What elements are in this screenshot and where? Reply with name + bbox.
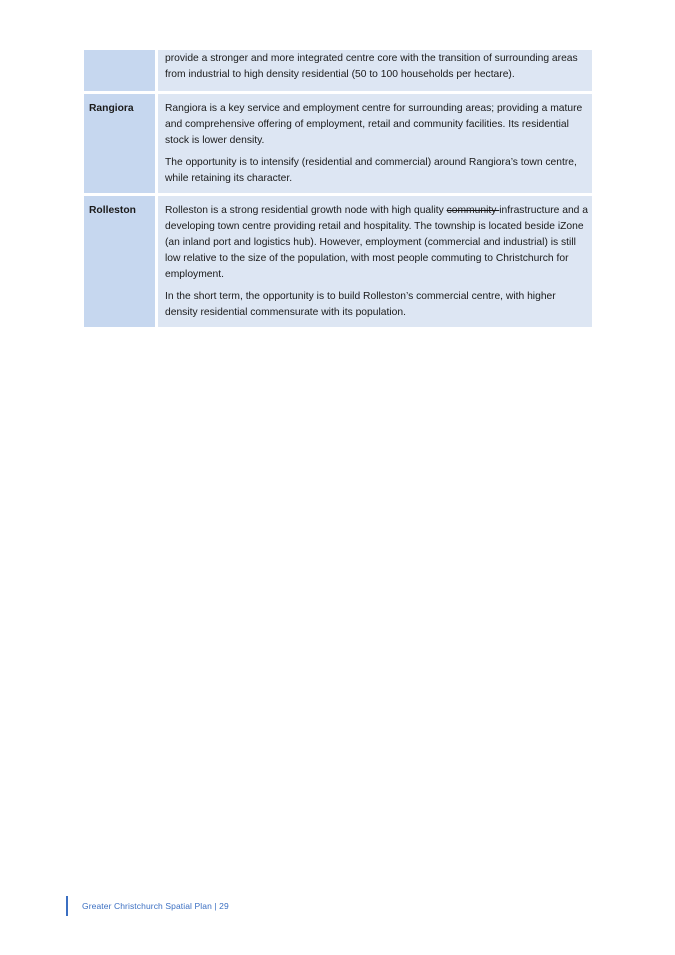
centre-name-cell [84,50,155,91]
table-row [84,196,592,330]
description-paragraph: In the short term, the opportunity is to build Rolleston’s commercial centre, with higher density residential commensurate with its population. [165,291,556,318]
centre-description-cell [158,50,592,91]
table-row [84,50,592,94]
struck-text: community [446,205,500,216]
centre-description-cell [158,196,592,327]
description-paragraph: Rangiora is a key service and employment centre for surrounding areas; providing a mature and comprehensive offering of employment, retail and community facilities. Its residential stock is lower density. [165,103,583,146]
page-footer [66,896,229,916]
centre-name-cell: Rangiora [84,94,155,193]
paragraph-text: Rolleston is a strong residential growth node with high quality [165,205,447,216]
footer-text: Greater Christchurch Spatial Plan | 29 [82,901,229,911]
centre-description-cell [158,94,592,193]
footer-accent-bar [66,896,68,916]
centre-name-cell: Rolleston [84,196,155,327]
description-paragraph: provide a stronger and more integrated centre core with the transition of surrounding areas from industrial to high density residential (50 to 100 households per hectare). [165,53,578,80]
centres-table [84,50,592,330]
description-paragraph: The opportunity is to intensify (residential and commercial) around Rangiora’s town centre, while retaining its character. [165,157,577,184]
description-paragraph [165,203,588,283]
table-row [84,94,592,196]
paragraph-text: infrastructure and a developing town centre providing retail and hospitality. The township is located beside iZone (an inland port and logistics hub). However, employment (commercial and industrial) is still low relative to the size of the population, with most people commuting to Christchurch for employment. [165,205,588,280]
